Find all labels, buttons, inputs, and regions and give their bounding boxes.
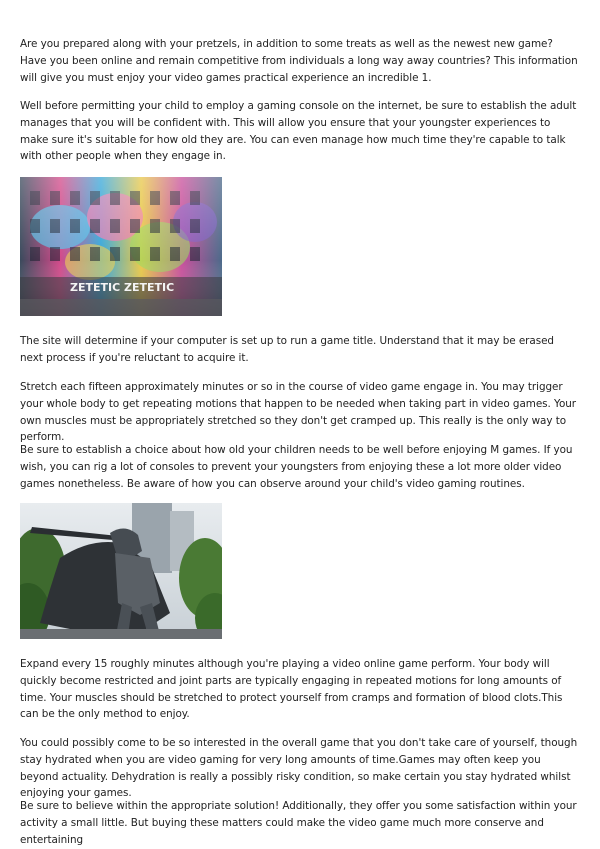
armored-warrior-statue-photo: [20, 503, 222, 639]
paragraph-7: You could possibly come to be so interested in the overall game that you don't take care of yourself, though stay hydrated when you are video gaming for very long amounts of time.Games may often keep you beyond actuality. Dehydration is really a possibly risky condition, so make certain you stay hydrated whilst enjoying your games.: [20, 737, 578, 800]
graffiti-building-photo: [20, 177, 222, 316]
paragraph-2: Well before permitting your child to employ a gaming console on the internet, be sure to establish the adult manages that you will be confident with. This will allow you ensure that your youngster experiences to make sure it's suitable for how old they are. You can even manage how much time they're capable to talk with other people when they engage in.: [20, 100, 577, 163]
paragraph-8: Be sure to believe within the appropriate solution! Additionally, they offer you some satisfaction within your activity a small little. But buying these matters could make the video game much more conserve and entertaining: [20, 800, 577, 846]
paragraph-1: Are you prepared along with your pretzels, in addition to some treats as well as the newest new game? Have you been online and remain competitive from individuals a long way away countries? This information will give you must enjoy your video games practical experience an incredible 1.: [20, 38, 578, 84]
paragraph-3: The site will determine if your computer is set up to run a game title. Understand that it may be erased next process if you're reluctant to acquire it.: [20, 335, 554, 364]
paragraph-5: Be sure to establish a choice about how old your children needs to be well before enjoying M games. If you wish, you can rig a lot of consoles to prevent your youngsters from enjoying these a lot more older video games nonetheless. Be aware of how you can observe around your child's video gaming routines.: [20, 444, 573, 490]
graffiti-sign-text: ZETETIC ZETETIC: [70, 281, 175, 294]
paragraph-4: Stretch each fifteen approximately minutes or so in the course of video game engage in. You may trigger your whole body to get repeating motions that happen to be needed when taking part in video games. Your own muscles must be appropriately stretched so they don't get cramped up. This really is the only way to perform.: [20, 381, 577, 444]
paragraph-6: Expand every 15 roughly minutes although you're playing a video online game perform. Your body will quickly become restricted and joint parts are typically engaging in repeated motions for long amounts of time. Your muscles should be stretched to protect yourself from cramps and formation of blood clots.This can be the only method to enjoy.: [20, 658, 563, 721]
